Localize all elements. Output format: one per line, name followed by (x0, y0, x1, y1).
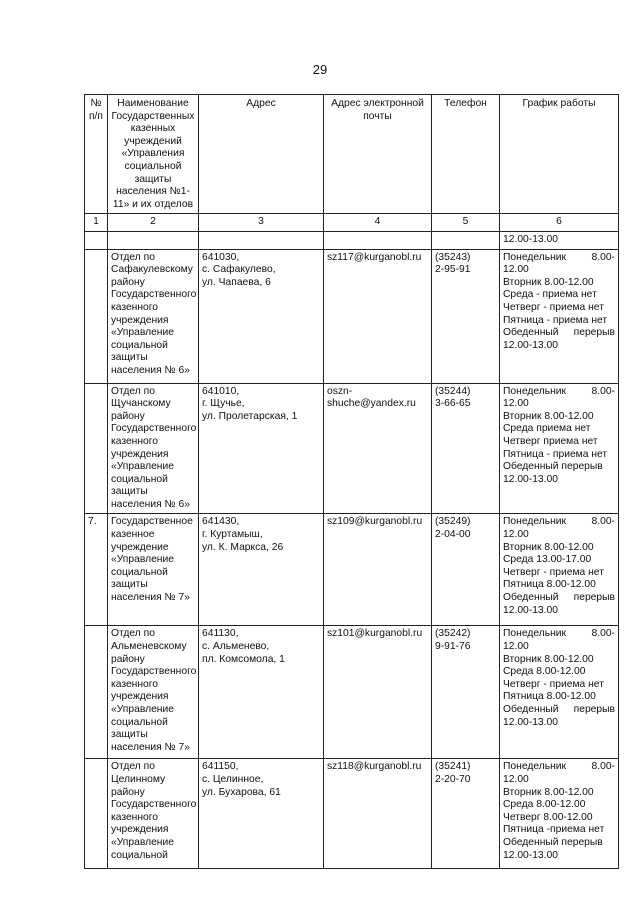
schedule-line: Четверг 8.00-12.00 (503, 811, 593, 823)
cell-address: 641010, г. Щучье, ул. Пролетарская, 1 (199, 383, 324, 514)
schedule-line: Среда 8.00-12.00 (503, 666, 586, 678)
schedule-line: 12.00-13.00 (503, 604, 558, 616)
schedule-line: 12.00 (503, 264, 529, 276)
schedule-line: Обеденный перерыв (503, 461, 603, 473)
cell-email: oszn- shuche@yandex.ru (324, 383, 432, 514)
schedule-part: перерыв (573, 592, 615, 604)
schedule-part: 8.00- (591, 761, 615, 773)
schedule-part: Понедельник (503, 385, 567, 397)
cell-address: 641150, с. Целинное, ул. Бухарова, 61 (199, 759, 324, 869)
cell-email: sz109@kurganobl.ru (324, 514, 432, 626)
schedule-part: Понедельник (503, 516, 567, 528)
table-row (85, 249, 619, 383)
cell-num (85, 759, 108, 869)
column-number-row (85, 214, 619, 232)
schedule-line: Четверг - приема нет (503, 678, 604, 690)
schedule-part: 8.00- (591, 516, 615, 528)
column-number: 3 (199, 214, 324, 232)
header-email: Адрес электронной почты (324, 95, 432, 214)
schedule-line: Среда приема нет (503, 423, 591, 435)
schedule-line: Среда - приема нет (503, 289, 597, 301)
column-number: 5 (432, 214, 500, 232)
continuation-row (85, 231, 619, 249)
schedule-line: Среда 8.00-12.00 (503, 799, 586, 811)
header-schedule: График работы (500, 95, 619, 214)
cell-email: sz101@kurganobl.ru (324, 626, 432, 759)
schedule-part: перерыв (573, 704, 615, 716)
schedule-line: Обеденный перерыв (503, 837, 603, 849)
cell-email (324, 231, 432, 249)
schedule-line: Четверг - приема нет (503, 301, 604, 313)
schedule-part: 8.00- (591, 628, 615, 640)
schedule-line: Пятница 8.00-12.00 (503, 579, 596, 591)
schedule-part: 8.00- (591, 251, 615, 263)
cell-address: 641130, с. Альменево, пл. Комсомола, 1 (199, 626, 324, 759)
schedule-line: Пятница - приема нет (503, 314, 608, 326)
schedule-line: Четверг приема нет (503, 435, 598, 447)
schedule-part: перерыв (573, 327, 615, 339)
schedule-part: Обеденный (503, 592, 559, 604)
cell-phone (432, 231, 500, 249)
schedule-line: 12.00-13.00 (503, 339, 558, 351)
cell-phone: (35244) 3-66-65 (432, 383, 500, 514)
schedule-line: Вторник 8.00-12.00 (503, 276, 594, 288)
schedule-line (503, 592, 615, 605)
table-row (85, 626, 619, 759)
column-number: 2 (108, 214, 199, 232)
schedule-line: Пятница 8.00-12.00 (503, 691, 596, 703)
cell-name: Отдел по Целинному району Государственного казенного учреждения «Управление социальной (108, 759, 199, 869)
schedule-part: Понедельник (503, 761, 567, 773)
cell-address (199, 231, 324, 249)
header-address: Адрес (199, 95, 324, 214)
cell-name: Отдел по Щучанскому району Государственного казенного учреждения «Управление социальной защиты населения № 6» (108, 383, 199, 514)
cell-address: 641030, с. Сафакулево, ул. Чапаева, 6 (199, 249, 324, 383)
column-number: 4 (324, 214, 432, 232)
cell-schedule-continuation: 12.00-13.00 (500, 231, 619, 249)
schedule-line: 12.00-13.00 (503, 473, 558, 485)
schedule-line: Пятница - приема нет (503, 448, 608, 460)
schedule-line (503, 704, 615, 717)
header-row (85, 95, 619, 214)
cell-schedule (500, 383, 619, 514)
schedule-line: 12.00 (503, 774, 529, 786)
schedule-line: Среда 13.00-17.00 (503, 554, 592, 566)
table-row (85, 514, 619, 626)
cell-schedule (500, 249, 619, 383)
cell-num: 7. (85, 514, 108, 626)
column-number: 6 (500, 214, 619, 232)
schedule-line: Вторник 8.00-12.00 (503, 653, 594, 665)
header-num: № п/п (85, 95, 108, 214)
cell-name (108, 231, 199, 249)
cell-phone: (35249) 2-04-00 (432, 514, 500, 626)
schedule-line: Вторник 8.00-12.00 (503, 410, 594, 422)
cell-num (85, 249, 108, 383)
schedule-line: 12.00 (503, 398, 529, 410)
cell-num (85, 231, 108, 249)
schedule-line (503, 761, 615, 774)
cell-address: 641430, г. Куртамыш, ул. К. Маркса, 26 (199, 514, 324, 626)
schedule-line: Вторник 8.00-12.00 (503, 786, 594, 798)
schedule-line: 12.00-13.00 (503, 716, 558, 728)
institutions-table (84, 94, 619, 869)
cell-num (85, 383, 108, 514)
cell-name: Отдел по Сафакулевскому району Государственного казенного учреждения «Управление социальной защиты населения № 6» (108, 249, 199, 383)
schedule-line: Пятница -приема нет (503, 824, 605, 836)
schedule-line: 12.00 (503, 641, 529, 653)
header-name: Наименование Государственных казенных учреждений «Управления социальной защиты населения №1-11» и их отделов (108, 95, 199, 214)
schedule-line (503, 252, 615, 265)
page-number: 29 (312, 62, 328, 77)
schedule-line (503, 628, 615, 641)
schedule-line (503, 386, 615, 399)
table-row (85, 759, 619, 869)
schedule-part: Обеденный (503, 327, 559, 339)
schedule-line (503, 327, 615, 340)
cell-email: sz118@kurganobl.ru (324, 759, 432, 869)
cell-schedule (500, 759, 619, 869)
cell-num (85, 626, 108, 759)
schedule-line: Четверг - приема нет (503, 566, 604, 578)
schedule-part: Обеденный (503, 704, 559, 716)
cell-phone: (35243) 2-95-91 (432, 249, 500, 383)
cell-name: Государственное казенное учреждение «Управление социальной защиты населения № 7» (108, 514, 199, 626)
cell-schedule (500, 626, 619, 759)
schedule-line: 12.00-13.00 (503, 849, 558, 861)
schedule-line: 12.00 (503, 529, 529, 541)
header-phone: Телефон (432, 95, 500, 214)
schedule-part: 8.00- (591, 385, 615, 397)
cell-name: Отдел по Альменевскому району Государственного казенного учреждения «Управление социальной защиты населения № 7» (108, 626, 199, 759)
schedule-part: Понедельник (503, 628, 567, 640)
column-number: 1 (85, 214, 108, 232)
cell-email: sz117@kurganobl.ru (324, 249, 432, 383)
table-row (85, 383, 619, 514)
cell-phone: (35242) 9-91-76 (432, 626, 500, 759)
schedule-line (503, 516, 615, 529)
schedule-line: Вторник 8.00-12.00 (503, 541, 594, 553)
cell-phone: (35241) 2-20-70 (432, 759, 500, 869)
cell-schedule (500, 514, 619, 626)
schedule-part: Понедельник (503, 251, 567, 263)
